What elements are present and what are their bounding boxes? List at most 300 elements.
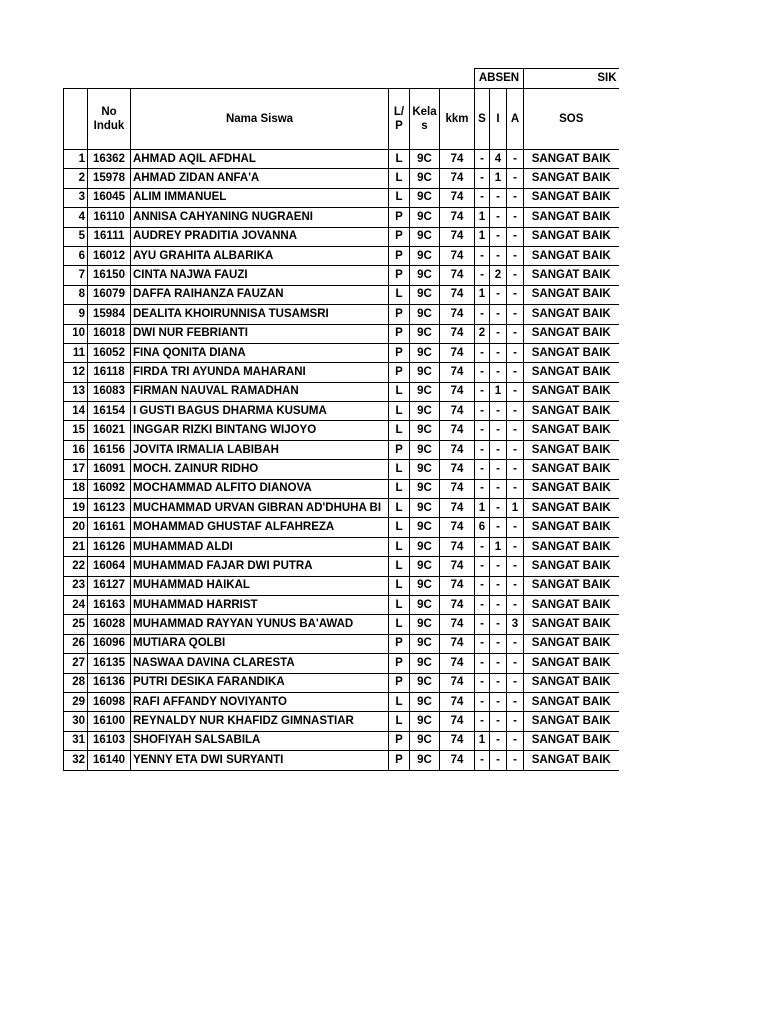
cell-nama-siswa: MUHAMMAD FAJAR DWI PUTRA	[131, 557, 389, 576]
cell-alpa: -	[507, 440, 524, 459]
cell-sos: SANGAT BAIK	[524, 266, 619, 285]
table-row	[64, 751, 619, 770]
cell-sos: SANGAT BAIK	[524, 382, 619, 401]
cell-kkm: 74	[440, 615, 475, 634]
cell-kelas: 9C	[410, 305, 440, 324]
cell-kelas: 9C	[410, 576, 440, 595]
cell-izin: -	[490, 518, 507, 537]
cell-no-induk: 16092	[88, 479, 131, 498]
cell-alpa: -	[507, 634, 524, 653]
table-row	[64, 595, 619, 614]
table-row	[64, 169, 619, 188]
cell-kelas: 9C	[410, 169, 440, 188]
cell-kelas: 9C	[410, 634, 440, 653]
cell-kelas: 9C	[410, 479, 440, 498]
cell-no-induk: 16123	[88, 499, 131, 518]
cell-lp: L	[389, 499, 410, 518]
cell-sos: SANGAT BAIK	[524, 634, 619, 653]
cell-nama-siswa: MOCH. ZAINUR RIDHO	[131, 460, 389, 479]
cell-nama-siswa: MOHAMMAD GHUSTAF ALFAHREZA	[131, 518, 389, 537]
cell-lp: L	[389, 576, 410, 595]
cell-alpa: -	[507, 266, 524, 285]
cell-izin: -	[490, 673, 507, 692]
cell-no: 19	[64, 499, 88, 518]
cell-izin: -	[490, 692, 507, 711]
cell-lp: P	[389, 634, 410, 653]
cell-alpa: -	[507, 673, 524, 692]
table-row	[64, 712, 619, 731]
table-row	[64, 634, 619, 653]
cell-nama-siswa: FINA QONITA DIANA	[131, 343, 389, 362]
cell-sakit: 1	[475, 227, 490, 246]
cell-nama-siswa: JOVITA IRMALIA LABIBAH	[131, 440, 389, 459]
cell-alpa: 1	[507, 499, 524, 518]
table-row	[64, 227, 619, 246]
cell-no-induk: 16362	[88, 150, 131, 169]
cell-nama-siswa: RAFI AFFANDY NOVIYANTO	[131, 692, 389, 711]
cell-izin: -	[490, 343, 507, 362]
header-sos: SOS	[524, 89, 619, 150]
cell-alpa: -	[507, 208, 524, 227]
cell-lp: P	[389, 363, 410, 382]
cell-izin: -	[490, 324, 507, 343]
cell-sos: SANGAT BAIK	[524, 460, 619, 479]
cell-sos: SANGAT BAIK	[524, 751, 619, 770]
cell-lp: L	[389, 169, 410, 188]
table-row	[64, 421, 619, 440]
cell-izin: -	[490, 227, 507, 246]
cell-izin: -	[490, 460, 507, 479]
cell-kkm: 74	[440, 557, 475, 576]
cell-alpa: -	[507, 305, 524, 324]
table-row	[64, 440, 619, 459]
cell-lp: P	[389, 266, 410, 285]
cell-kelas: 9C	[410, 363, 440, 382]
cell-kkm: 74	[440, 731, 475, 750]
table-row	[64, 285, 619, 304]
cell-lp: L	[389, 402, 410, 421]
table-row	[64, 208, 619, 227]
cell-nama-siswa: FIRMAN NAUVAL RAMADHAN	[131, 382, 389, 401]
cell-sakit: -	[475, 169, 490, 188]
cell-nama-siswa: DEALITA KHOIRUNNISA TUSAMSRI	[131, 305, 389, 324]
table-row	[64, 518, 619, 537]
cell-sos: SANGAT BAIK	[524, 615, 619, 634]
cell-sakit: -	[475, 751, 490, 770]
cell-lp: L	[389, 692, 410, 711]
cell-nama-siswa: YENNY ETA DWI SURYANTI	[131, 751, 389, 770]
cell-izin: 1	[490, 382, 507, 401]
cell-no-induk: 16098	[88, 692, 131, 711]
cell-no: 22	[64, 557, 88, 576]
table-row	[64, 692, 619, 711]
cell-kkm: 74	[440, 576, 475, 595]
cell-sos: SANGAT BAIK	[524, 208, 619, 227]
cell-sakit: 1	[475, 208, 490, 227]
cell-sos: SANGAT BAIK	[524, 150, 619, 169]
cell-no: 17	[64, 460, 88, 479]
cell-nama-siswa: MUHAMMAD HARRIST	[131, 595, 389, 614]
cell-no: 13	[64, 382, 88, 401]
cell-alpa: -	[507, 324, 524, 343]
table-row	[64, 576, 619, 595]
cell-izin: -	[490, 654, 507, 673]
cell-izin: -	[490, 363, 507, 382]
cell-nama-siswa: MUHAMMAD ALDI	[131, 537, 389, 556]
cell-no-induk: 16110	[88, 208, 131, 227]
table-row	[64, 266, 619, 285]
cell-nama-siswa: DWI NUR FEBRIANTI	[131, 324, 389, 343]
cell-izin: -	[490, 499, 507, 518]
cell-nama-siswa: AYU GRAHITA ALBARIKA	[131, 246, 389, 265]
cell-no-induk: 16161	[88, 518, 131, 537]
cell-kkm: 74	[440, 150, 475, 169]
cell-no: 3	[64, 188, 88, 207]
cell-kelas: 9C	[410, 440, 440, 459]
cell-kkm: 74	[440, 654, 475, 673]
cell-izin: -	[490, 479, 507, 498]
cell-izin: -	[490, 751, 507, 770]
table-row	[64, 460, 619, 479]
cell-sos: SANGAT BAIK	[524, 188, 619, 207]
table-row	[64, 615, 619, 634]
cell-lp: L	[389, 285, 410, 304]
cell-kkm: 74	[440, 324, 475, 343]
cell-sakit: -	[475, 305, 490, 324]
cell-no-induk: 16083	[88, 382, 131, 401]
cell-no: 12	[64, 363, 88, 382]
cell-sakit: -	[475, 363, 490, 382]
cell-sakit: -	[475, 479, 490, 498]
table-row	[64, 402, 619, 421]
cell-kkm: 74	[440, 751, 475, 770]
cell-no: 29	[64, 692, 88, 711]
cell-alpa: 3	[507, 615, 524, 634]
cell-lp: P	[389, 208, 410, 227]
cell-no-induk: 16156	[88, 440, 131, 459]
header-no-induk: No Induk	[88, 89, 131, 150]
cell-kelas: 9C	[410, 557, 440, 576]
cell-izin: 4	[490, 150, 507, 169]
cell-lp: P	[389, 324, 410, 343]
cell-kelas: 9C	[410, 266, 440, 285]
cell-sos: SANGAT BAIK	[524, 227, 619, 246]
cell-kkm: 74	[440, 537, 475, 556]
cell-sos: SANGAT BAIK	[524, 305, 619, 324]
cell-kkm: 74	[440, 499, 475, 518]
cell-kkm: 74	[440, 518, 475, 537]
cell-nama-siswa: MUCHAMMAD URVAN GIBRAN AD'DHUHA BI	[131, 499, 389, 518]
cell-no-induk: 16052	[88, 343, 131, 362]
cell-lp: P	[389, 343, 410, 362]
cell-sakit: -	[475, 421, 490, 440]
cell-kkm: 74	[440, 673, 475, 692]
cell-kkm: 74	[440, 188, 475, 207]
cell-kkm: 74	[440, 460, 475, 479]
cell-no: 24	[64, 595, 88, 614]
cell-no: 8	[64, 285, 88, 304]
cell-no-induk: 16018	[88, 324, 131, 343]
cell-sakit: -	[475, 150, 490, 169]
cell-no: 15	[64, 421, 88, 440]
cell-sos: SANGAT BAIK	[524, 692, 619, 711]
table-row	[64, 537, 619, 556]
cell-lp: L	[389, 188, 410, 207]
cell-lp: L	[389, 421, 410, 440]
cell-sakit: -	[475, 188, 490, 207]
cell-kkm: 74	[440, 285, 475, 304]
cell-lp: L	[389, 460, 410, 479]
cell-no-induk: 16103	[88, 731, 131, 750]
column-header-row	[64, 89, 619, 150]
cell-lp: L	[389, 557, 410, 576]
cell-lp: P	[389, 246, 410, 265]
cell-kelas: 9C	[410, 499, 440, 518]
cell-sakit: -	[475, 537, 490, 556]
cell-kelas: 9C	[410, 246, 440, 265]
cell-alpa: -	[507, 479, 524, 498]
cell-nama-siswa: SHOFIYAH SALSABILA	[131, 731, 389, 750]
cell-alpa: -	[507, 731, 524, 750]
cell-alpa: -	[507, 285, 524, 304]
table-row	[64, 557, 619, 576]
cell-no: 7	[64, 266, 88, 285]
cell-alpa: -	[507, 751, 524, 770]
cell-kelas: 9C	[410, 402, 440, 421]
cell-lp: P	[389, 654, 410, 673]
table-row	[64, 305, 619, 324]
cell-no-induk: 16064	[88, 557, 131, 576]
cell-no: 32	[64, 751, 88, 770]
cell-sos: SANGAT BAIK	[524, 421, 619, 440]
header-no	[64, 89, 88, 150]
cell-nama-siswa: DAFFA RAIHANZA FAUZAN	[131, 285, 389, 304]
cell-alpa: -	[507, 188, 524, 207]
cell-lp: L	[389, 537, 410, 556]
cell-alpa: -	[507, 654, 524, 673]
cell-nama-siswa: ALIM IMMANUEL	[131, 188, 389, 207]
cell-no-induk: 16096	[88, 634, 131, 653]
header-izin: I	[490, 89, 507, 150]
cell-lp: P	[389, 227, 410, 246]
cell-izin: -	[490, 557, 507, 576]
cell-no-induk: 15978	[88, 169, 131, 188]
cell-izin: -	[490, 188, 507, 207]
cell-sakit: 1	[475, 731, 490, 750]
cell-kelas: 9C	[410, 537, 440, 556]
table-row	[64, 343, 619, 362]
cell-no: 6	[64, 246, 88, 265]
cell-kelas: 9C	[410, 460, 440, 479]
cell-sos: SANGAT BAIK	[524, 518, 619, 537]
cell-alpa: -	[507, 402, 524, 421]
cell-no: 11	[64, 343, 88, 362]
cell-alpa: -	[507, 169, 524, 188]
cell-kkm: 74	[440, 227, 475, 246]
cell-alpa: -	[507, 246, 524, 265]
sikap-group-header: SIK	[524, 69, 619, 89]
cell-nama-siswa: AHMAD ZIDAN ANFA'A	[131, 169, 389, 188]
cell-kelas: 9C	[410, 654, 440, 673]
cell-no-induk: 16111	[88, 227, 131, 246]
cell-kkm: 74	[440, 246, 475, 265]
table-row	[64, 363, 619, 382]
cell-alpa: -	[507, 363, 524, 382]
cell-kelas: 9C	[410, 518, 440, 537]
cell-sakit: 2	[475, 324, 490, 343]
cell-kkm: 74	[440, 479, 475, 498]
cell-kkm: 74	[440, 266, 475, 285]
cell-kkm: 74	[440, 382, 475, 401]
cell-alpa: -	[507, 576, 524, 595]
cell-kkm: 74	[440, 712, 475, 731]
cell-alpa: -	[507, 518, 524, 537]
cell-sakit: -	[475, 576, 490, 595]
cell-nama-siswa: PUTRI DESIKA FARANDIKA	[131, 673, 389, 692]
cell-no-induk: 16163	[88, 595, 131, 614]
cell-no: 9	[64, 305, 88, 324]
cell-alpa: -	[507, 460, 524, 479]
cell-alpa: -	[507, 382, 524, 401]
header-nama-siswa: Nama Siswa	[131, 89, 389, 150]
cell-sos: SANGAT BAIK	[524, 712, 619, 731]
cell-izin: -	[490, 440, 507, 459]
cell-lp: L	[389, 712, 410, 731]
cell-sakit: 6	[475, 518, 490, 537]
cell-sakit: -	[475, 634, 490, 653]
cell-nama-siswa: I GUSTI BAGUS DHARMA KUSUMA	[131, 402, 389, 421]
cell-no: 16	[64, 440, 88, 459]
cell-izin: 2	[490, 266, 507, 285]
cell-kelas: 9C	[410, 227, 440, 246]
cell-sos: SANGAT BAIK	[524, 673, 619, 692]
cell-no: 28	[64, 673, 88, 692]
cell-no-induk: 16154	[88, 402, 131, 421]
cell-lp: L	[389, 150, 410, 169]
student-grade-sheet	[63, 68, 619, 771]
cell-kelas: 9C	[410, 324, 440, 343]
cell-kelas: 9C	[410, 285, 440, 304]
cell-kelas: 9C	[410, 421, 440, 440]
cell-sakit: -	[475, 266, 490, 285]
cell-kelas: 9C	[410, 382, 440, 401]
table-row	[64, 673, 619, 692]
cell-sakit: -	[475, 712, 490, 731]
cell-no-induk: 15984	[88, 305, 131, 324]
cell-lp: P	[389, 440, 410, 459]
cell-sos: SANGAT BAIK	[524, 557, 619, 576]
table-row	[64, 150, 619, 169]
cell-no: 26	[64, 634, 88, 653]
cell-no: 4	[64, 208, 88, 227]
cell-kelas: 9C	[410, 712, 440, 731]
table-row	[64, 654, 619, 673]
absen-group-header: ABSEN	[475, 69, 524, 89]
table-row	[64, 246, 619, 265]
cell-no-induk: 16012	[88, 246, 131, 265]
cell-izin: -	[490, 246, 507, 265]
cell-izin: -	[490, 208, 507, 227]
cell-kkm: 74	[440, 440, 475, 459]
cell-lp: L	[389, 595, 410, 614]
cell-no-induk: 16118	[88, 363, 131, 382]
cell-kkm: 74	[440, 208, 475, 227]
cell-sakit: -	[475, 343, 490, 362]
cell-no-induk: 16079	[88, 285, 131, 304]
cell-izin: -	[490, 595, 507, 614]
cell-sakit: -	[475, 246, 490, 265]
cell-izin: -	[490, 731, 507, 750]
cell-no: 18	[64, 479, 88, 498]
cell-alpa: -	[507, 343, 524, 362]
cell-kkm: 74	[440, 305, 475, 324]
cell-alpa: -	[507, 595, 524, 614]
cell-izin: -	[490, 576, 507, 595]
cell-no: 25	[64, 615, 88, 634]
cell-nama-siswa: CINTA NAJWA FAUZI	[131, 266, 389, 285]
cell-lp: L	[389, 518, 410, 537]
cell-kelas: 9C	[410, 188, 440, 207]
cell-kkm: 74	[440, 692, 475, 711]
cell-nama-siswa: MOCHAMMAD ALFITO DIANOVA	[131, 479, 389, 498]
cell-alpa: -	[507, 421, 524, 440]
cell-kkm: 74	[440, 343, 475, 362]
cell-no-induk: 16021	[88, 421, 131, 440]
cell-lp: P	[389, 305, 410, 324]
cell-no-induk: 16140	[88, 751, 131, 770]
cell-izin: -	[490, 634, 507, 653]
cell-sakit: -	[475, 615, 490, 634]
cell-no: 2	[64, 169, 88, 188]
cell-no-induk: 16045	[88, 188, 131, 207]
cell-kelas: 9C	[410, 615, 440, 634]
cell-sos: SANGAT BAIK	[524, 576, 619, 595]
cell-no-induk: 16135	[88, 654, 131, 673]
table-row	[64, 731, 619, 750]
cell-lp: L	[389, 382, 410, 401]
cell-nama-siswa: MUHAMMAD HAIKAL	[131, 576, 389, 595]
cell-sakit: -	[475, 460, 490, 479]
cell-sos: SANGAT BAIK	[524, 654, 619, 673]
cell-alpa: -	[507, 227, 524, 246]
cell-kelas: 9C	[410, 692, 440, 711]
empty-corner	[64, 69, 475, 89]
cell-sos: SANGAT BAIK	[524, 537, 619, 556]
cell-sos: SANGAT BAIK	[524, 479, 619, 498]
cell-no-induk: 16127	[88, 576, 131, 595]
cell-no: 31	[64, 731, 88, 750]
cell-nama-siswa: FIRDA TRI AYUNDA MAHARANI	[131, 363, 389, 382]
cell-izin: -	[490, 615, 507, 634]
table-row	[64, 324, 619, 343]
header-lp: L/ P	[389, 89, 410, 150]
cell-no: 23	[64, 576, 88, 595]
cell-sakit: 1	[475, 285, 490, 304]
cell-no-induk: 16091	[88, 460, 131, 479]
cell-sakit: -	[475, 673, 490, 692]
cell-kkm: 74	[440, 634, 475, 653]
cell-alpa: -	[507, 692, 524, 711]
cell-alpa: -	[507, 537, 524, 556]
header-kkm: kkm	[440, 89, 475, 150]
table-row	[64, 188, 619, 207]
cell-sakit: -	[475, 382, 490, 401]
cell-kelas: 9C	[410, 150, 440, 169]
cell-sos: SANGAT BAIK	[524, 324, 619, 343]
cell-no: 14	[64, 402, 88, 421]
cell-no: 10	[64, 324, 88, 343]
cell-alpa: -	[507, 712, 524, 731]
